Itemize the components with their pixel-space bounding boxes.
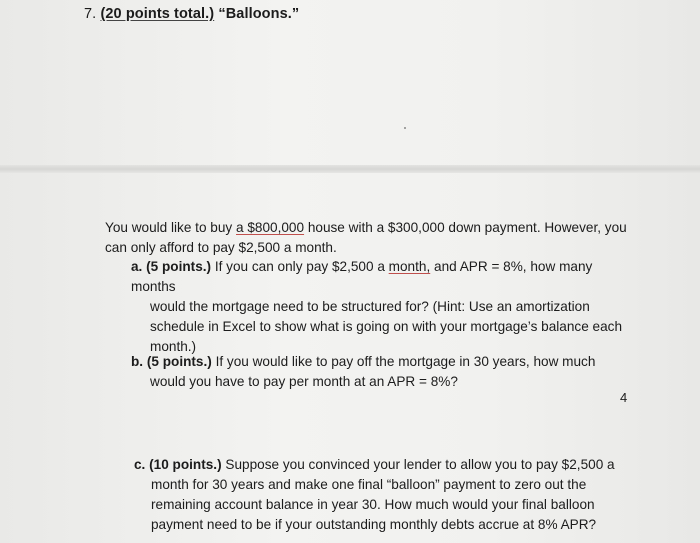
part-a-line-2: would the mortgage need to be structured for? (Hint: Use an amortization xyxy=(150,299,590,314)
part-c-line-4: payment need to be if your outstanding monthly debts accrue at 8% APR? xyxy=(151,517,597,532)
part-a-line-4: month.) xyxy=(150,339,197,354)
part-a-line-1: a. (5 points.) If you can only pay $2,500 a month, and APR = 8%, how many months xyxy=(131,259,593,294)
part-c-line-2: month for 30 years and make one final “balloon” payment to zero out the xyxy=(151,477,587,492)
part-b-line-1: b. (5 points.) If you would like to pay off the mortgage in 30 years, how much xyxy=(131,354,596,369)
question-title: “Balloons.” xyxy=(218,6,300,22)
intro-line-1: You would like to buy a $800,000 house with a $300,000 down payment. However, you xyxy=(105,220,627,235)
stray-mark xyxy=(404,127,406,129)
part-b xyxy=(131,352,631,392)
part-c-label: c. (10 points.) xyxy=(134,457,222,472)
question-heading xyxy=(84,6,299,22)
page-number: 4 xyxy=(620,390,628,405)
question-number: 7. xyxy=(84,6,97,22)
part-b-line-2: would you have to pay per month at an APR = 8%? xyxy=(150,374,458,389)
part-a-line-3: schedule in Excel to show what is going on with your mortgage’s balance each xyxy=(150,319,623,334)
part-b-label: b. (5 points.) xyxy=(131,354,212,369)
part-c-line-1: c. (10 points.) Suppose you convinced your lender to allow you to pay $2,500 a xyxy=(134,457,615,472)
part-c-line-3: remaining account balance in year 30. How much would your final balloon xyxy=(151,497,595,512)
question-points: (20 points total.) xyxy=(100,6,215,22)
intro-paragraph xyxy=(105,218,645,258)
part-a-label: a. (5 points.) xyxy=(131,259,212,274)
part-c xyxy=(134,455,624,535)
page-break-divider xyxy=(0,165,700,173)
part-a xyxy=(131,257,636,357)
intro-line-2: can only afford to pay $2,500 a month. xyxy=(105,240,337,255)
